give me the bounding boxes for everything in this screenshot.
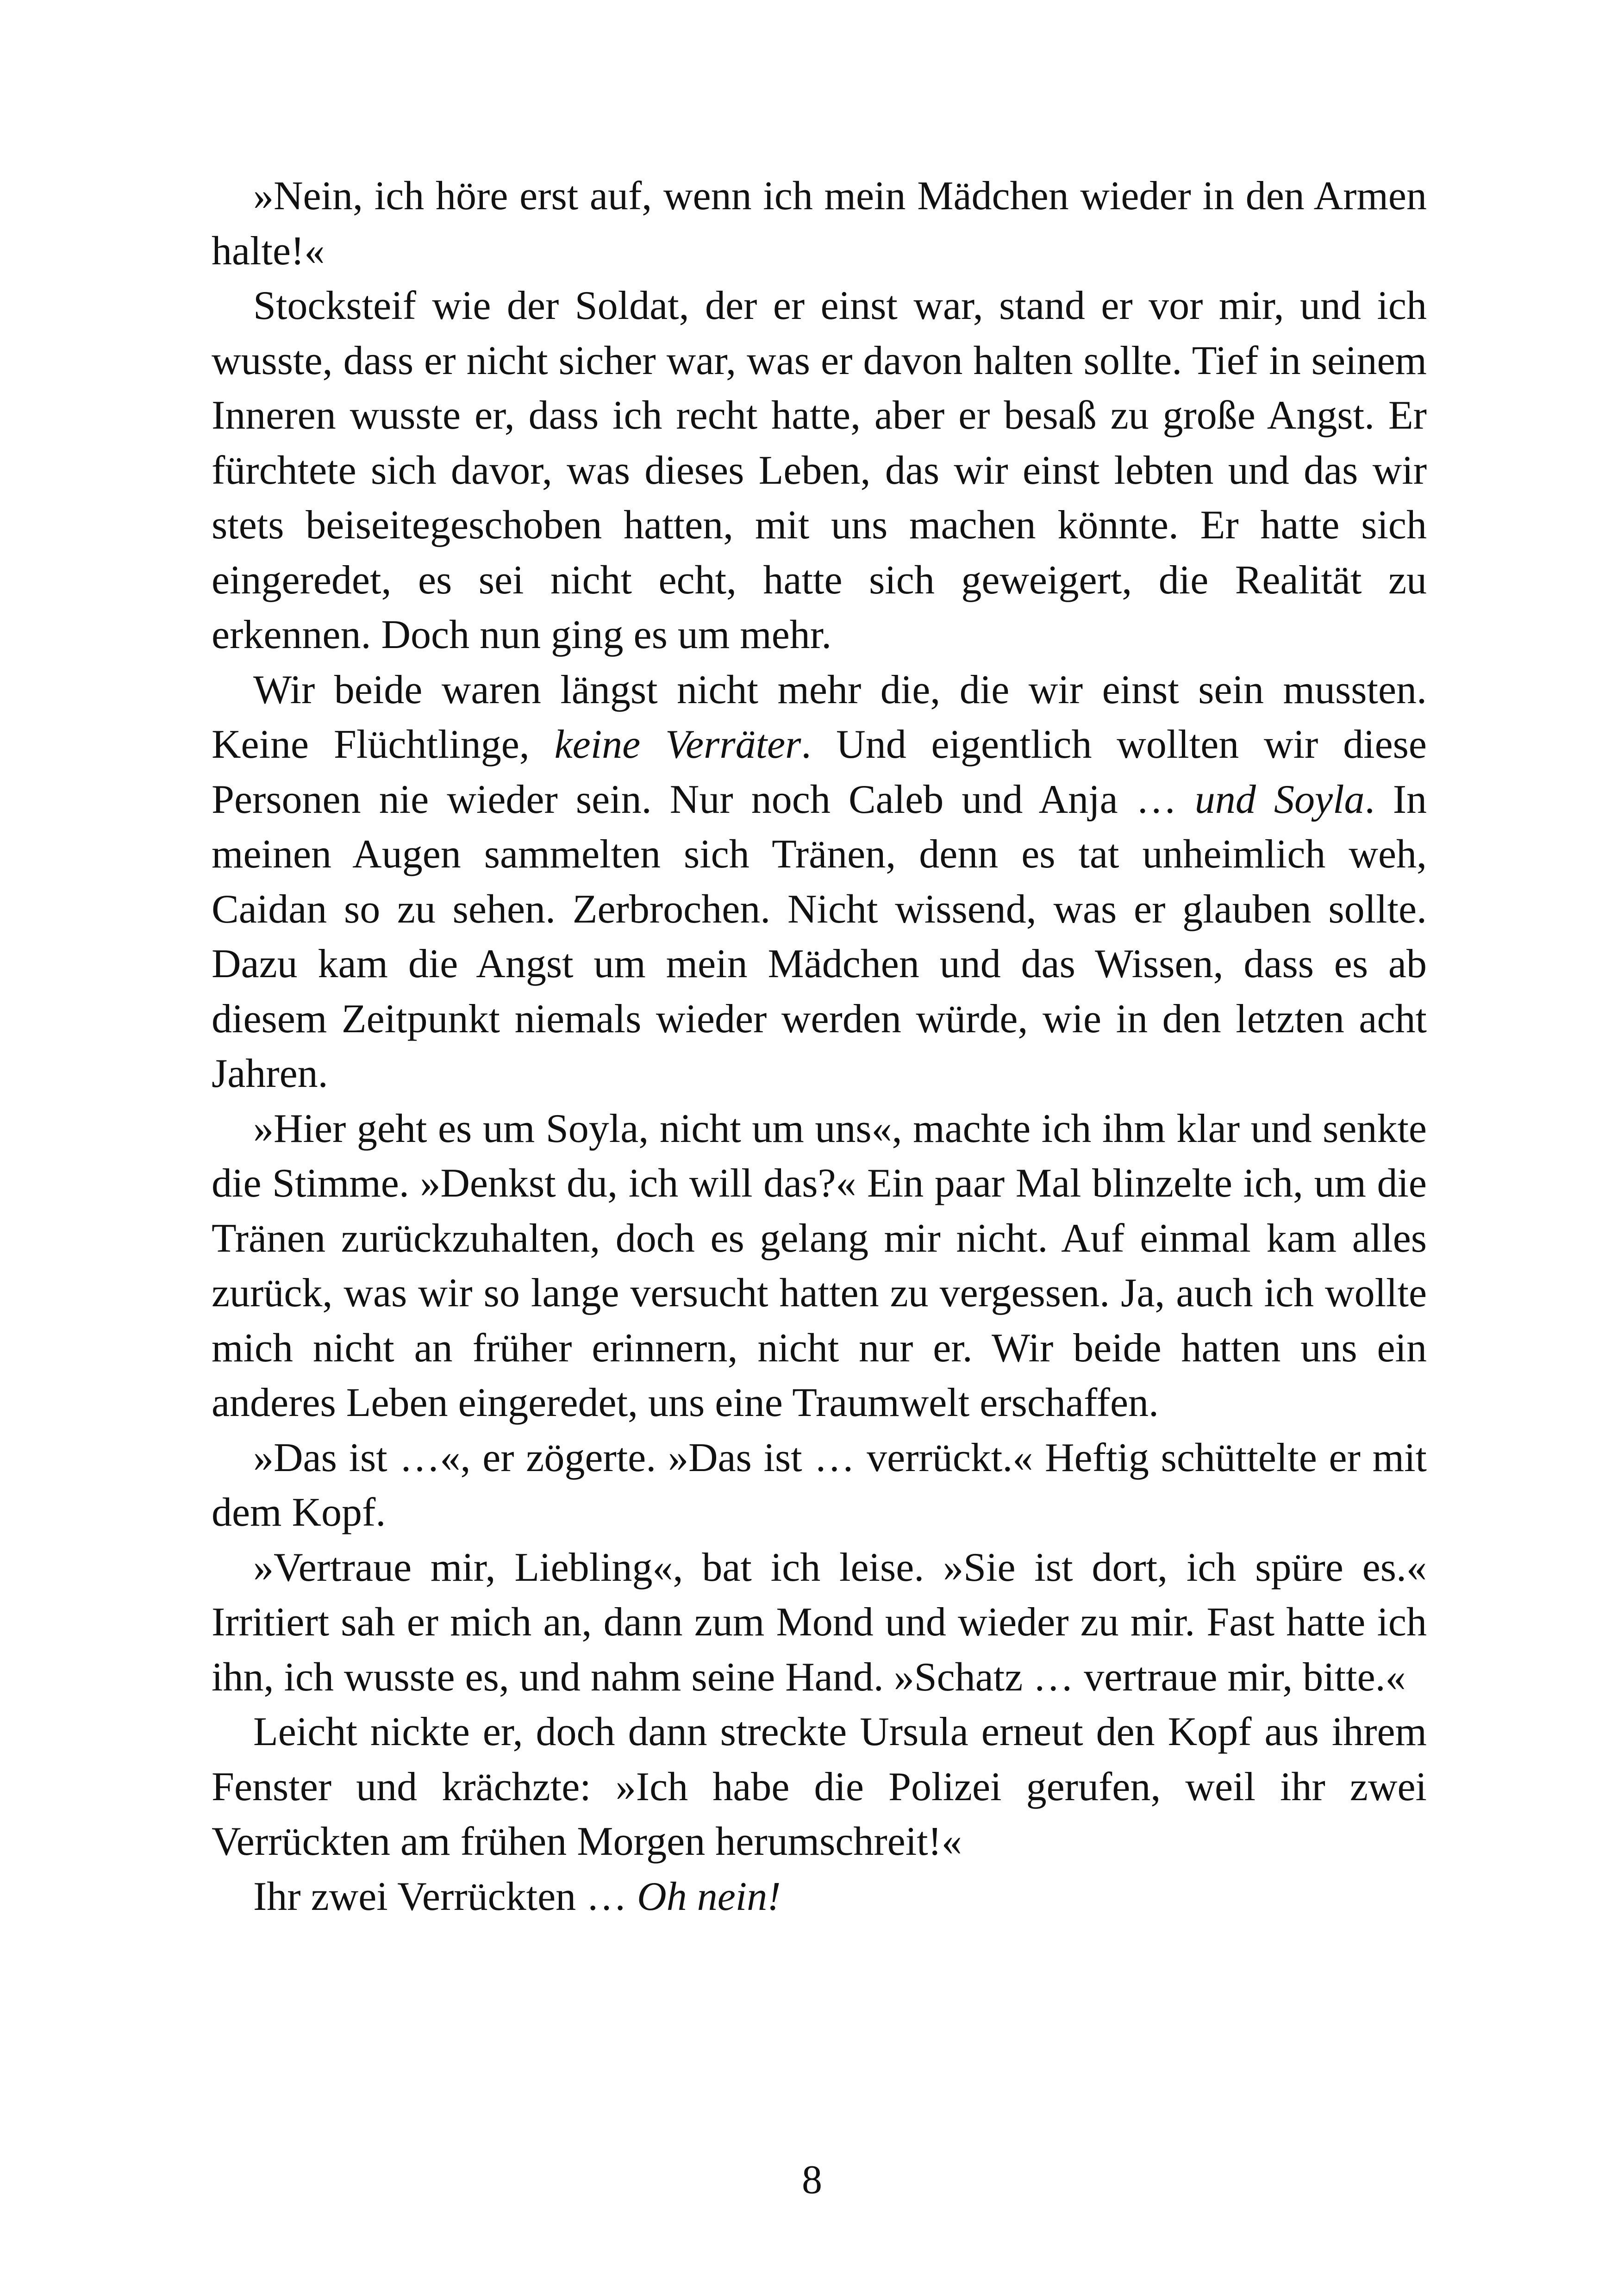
text-segment: Leicht nickte er, doch dann streckte Ursula erneut den Kopf aus ihrem Fenster und krächzte: »Ich habe die Polizei gerufen, weil ihr zwei Verrückten am frühen Morgen herumschreit!« bbox=[212, 1709, 1427, 1864]
text-segment: Stocksteif wie der Soldat, der er einst war, stand er vor mir, und ich wusste, dass er nicht sicher war, was er davon halten sollte. Tief in seinem Inneren wusste er, dass ich recht hatte, aber er besaß zu große Angst. Er fürchtete sich davor, was dieses Leben, das wir einst lebten und das wir stets beiseitegeschoben hatten, mit uns machen könnte. Er hatte sich eingeredet, es sei nicht echt, hatte sich geweigert, die Realität zu erkennen. Doch nun ging es um mehr. bbox=[212, 283, 1427, 657]
page-number: 8 bbox=[802, 2158, 822, 2202]
paragraph bbox=[212, 663, 1427, 1102]
italic-text-segment: und Soyla bbox=[1194, 777, 1365, 822]
paragraph bbox=[212, 1540, 1427, 1705]
text-segment: Wir beide waren längst nicht mehr die, die wir einst sein mussten. Keine Flüchtlinge, bbox=[212, 667, 1427, 767]
paragraph bbox=[212, 1431, 1427, 1540]
text-segment: »Vertraue mir, Liebling«, bat ich leise. »Sie ist dort, ich spüre es.« Irritiert sah er mich an, dann zum Mond und wieder zu mir. Fast hatte ich ihn, ich wusste es, und nahm seine Hand. »Schatz … vertraue mir, bitte.« bbox=[212, 1545, 1427, 1700]
text-segment: Ihr zwei Verrückten … bbox=[253, 1874, 637, 1919]
text-segment: »Nein, ich höre erst auf, wenn ich mein Mädchen wieder in den Armen halte!« bbox=[212, 174, 1427, 274]
text-segment: . In meinen Augen sammelten sich Tränen, denn es tat unheimlich weh, Caidan so zu sehen. Zerbrochen. Nicht wissend, was er glauben sollte. Dazu kam die Angst um mein Mädchen und das Wissen, dass es ab diesem Zeitpunkt niemals wieder werden würde, wie in den letzten acht Jahren. bbox=[212, 777, 1427, 1096]
paragraph bbox=[212, 1705, 1427, 1870]
italic-text-segment: Oh nein! bbox=[637, 1874, 781, 1919]
text-segment: . Und eigentlich wollten wir diese Personen nie wieder sein. Nur noch Caleb und Anja … bbox=[212, 722, 1427, 822]
body-text bbox=[212, 169, 1427, 1924]
italic-text-segment: keine Verräter bbox=[554, 722, 801, 767]
paragraph bbox=[212, 1102, 1427, 1431]
text-segment: »Hier geht es um Soyla, nicht um uns«, machte ich ihm klar und senkte die Stimme. »Denkst du, ich will das?« Ein paar Mal blinzelte ich, um die Tränen zurückzuhalten, doch es gelang mir nicht. Auf einmal kam alles zurück, was wir so lange versucht hatten zu vergessen. Ja, auch ich wollte mich nicht an früher erinnern, nicht nur er. Wir beide hatten uns ein anderes Leben eingeredet, uns eine Traumwelt erschaffen. bbox=[212, 1106, 1427, 1425]
text-segment: »Das ist …«, er zögerte. »Das ist … verrückt.« Heftig schüttelte er mit dem Kopf. bbox=[212, 1435, 1427, 1535]
paragraph bbox=[212, 169, 1427, 279]
paragraph bbox=[212, 1870, 1427, 1925]
paragraph bbox=[212, 279, 1427, 663]
